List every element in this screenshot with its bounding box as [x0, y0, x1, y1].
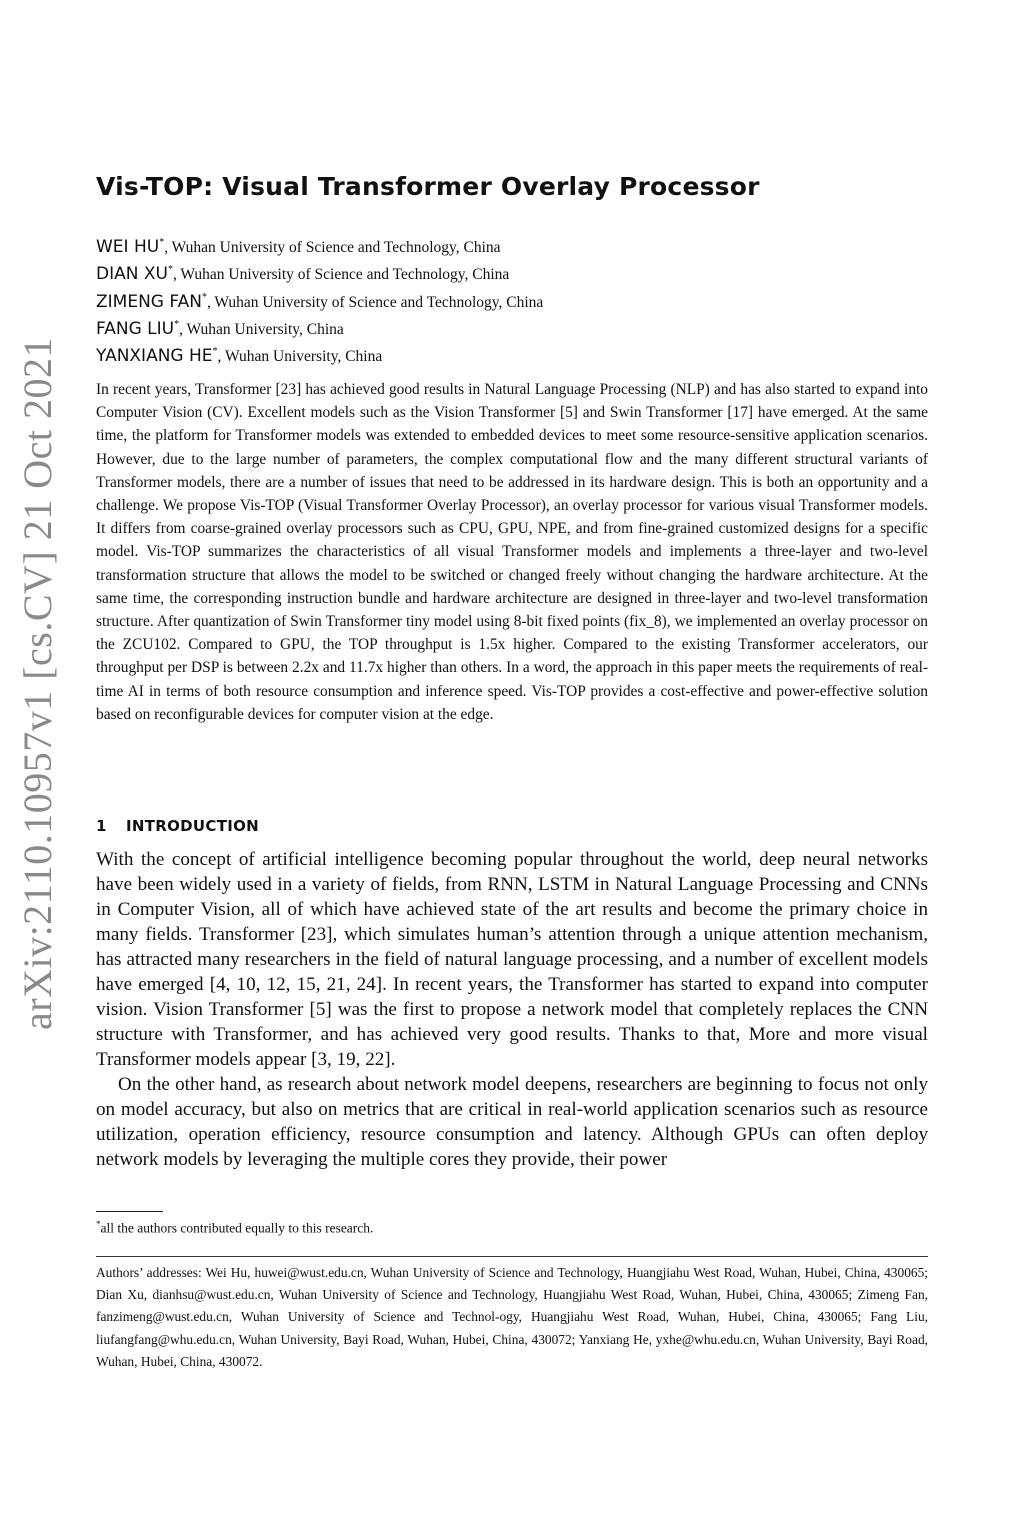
section-heading: [96, 817, 259, 835]
author-line: [96, 311, 928, 338]
author-line: [96, 284, 928, 311]
author-affiliation: , Wuhan University, China: [217, 348, 383, 366]
introduction-body: [96, 847, 928, 1172]
footnote-rule: [96, 1211, 163, 1212]
author-name: YANXIANG HE: [96, 346, 213, 367]
footnote: [96, 1219, 373, 1237]
author-mark: *: [201, 291, 207, 303]
author-affiliation: , Wuhan University of Science and Technology, China: [172, 266, 510, 284]
paper-title: Vis-TOP: Visual Transformer Overlay Processor: [96, 172, 760, 201]
author-name: FANG LIU: [96, 318, 175, 339]
author-mark: *: [167, 264, 173, 276]
footnote-text: all the authors contributed equally to this research.: [100, 1220, 374, 1236]
author-mark: *: [212, 346, 218, 358]
author-name: DIAN XU: [96, 264, 168, 285]
author-list: [96, 229, 928, 365]
author-name: ZIMENG FAN: [96, 291, 202, 312]
addresses-rule: [96, 1256, 928, 1257]
abstract: In recent years, Transformer [23] has achieved good results in Natural Language Processing (NLP) and has also started to expand into Computer Vision (CV). Excellent models such as the Vision Transformer [5] and Swin Transformer [17] have emerged. At the same time, the platform for Transformer models was extended to embedded devices to meet some resource-sensitive application scenarios. However, due to the large number of parameters, the complex computational flow and the many different structural variants of Transformer models, there are a number of issues that need to be addressed in its hardware design. This is both an opportunity and a challenge. We propose Vis-TOP (Visual Transformer Overlay Processor), an overlay processor for various visual Transformer models. It differs from coarse-grained overlay processors such as CPU, GPU, NPE, and from fine-grained customized designs for a specific model. Vis-TOP summarizes the characteristics of all visual Transformer models and implements a three-layer and two-level transformation structure that allows the model to be switched or changed freely without changing the hardware architecture. At the same time, the corresponding instruction bundle and hardware architecture are designed in three-layer and two-level transformation structure. After quantization of Swin Transformer tiny model using 8-bit fixed points (fix_8), we implemented an overlay processor on the ZCU102. Compared to GPU, the TOP throughput is 1.5x higher. Compared to the existing Transformer accelerators, our throughput per DSP is between 2.2x and 11.7x higher than others. In a word, the approach in this paper meets the requirements of real-time AI in terms of both resource consumption and inference speed. Vis-TOP provides a cost-effective and power-effective solution based on reconfigurable devices for computer vision at the edge.: [96, 381, 928, 723]
footnote-mark: *: [96, 1219, 101, 1229]
body-paragraph: On the other hand, as research about network model deepens, researchers are beginning to focus not only on model accuracy, but also on metrics that are critical in real-world application scenarios such as resource utilization, operation efficiency, resource consumption and latency. Although GPUs can often deploy network models by leveraging the multiple cores they provide, their power: [96, 1074, 928, 1170]
author-affiliation: , Wuhan University of Science and Technology, China: [164, 239, 501, 256]
author-line: [96, 338, 928, 365]
section-number: 1: [96, 817, 107, 835]
author-line: [96, 256, 928, 283]
author-addresses: Authors’ addresses: Wei Hu, huwei@wust.edu.cn, Wuhan University of Science and Technology, Huangjiahu West Road, Wuhan, Hubei, China, 430065; Dian Xu, dianhsu@wust.edu.cn, Wuhan University of Science and Technology, Huangjiahu West Road, Wuhan, Hubei, China, 430065; Zimeng Fan, fanzimeng@wust.edu.cn, Wuhan University of Science and Technol-ogy, Huangjiahu West Road, Wuhan, Hubei, China, 430065; Fang Liu, liufangfang@whu.edu.cn, Wuhan University, Bayi Road, Wuhan, Hubei, China, 430072; Yanxiang He, yxhe@whu.edu.cn, Wuhan University, Bayi Road, Wuhan, Hubei, China, 430072.: [96, 1265, 928, 1369]
section-title: INTRODUCTION: [126, 817, 260, 835]
author-mark: *: [174, 318, 180, 330]
author-affiliation: , Wuhan University of Science and Technology, China: [206, 293, 544, 311]
author-mark: *: [159, 237, 165, 248]
body-paragraph: With the concept of artificial intelligence becoming popular throughout the world, deep neural networks have been widely used in a variety of fields, from RNN, LSTM in Natural Language Processing and CNNs in Computer Vision, all of which have achieved state of the art results and become the primary choice in many fields. Transformer [23], which simulates human’s attention through a unique attention mechanism, has attracted many researchers in the field of natural language processing, and a number of excellent models have emerged [4, 10, 12, 15, 21, 24]. In recent years, the Transformer has started to expand into computer vision. Vision Transformer [5] was the first to propose a network model that completely replaces the CNN structure with Transformer, and has achieved very good results. Thanks to that, More and more visual Transformer models appear [3, 19, 22].: [96, 849, 928, 1070]
author-line: [96, 229, 928, 256]
arxiv-identifier: arXiv:2110.10957v1 [cs.CV] 21 Oct 2021: [15, 337, 60, 1030]
author-affiliation: , Wuhan University, China: [179, 320, 344, 338]
author-name: WEI HU: [96, 237, 160, 257]
